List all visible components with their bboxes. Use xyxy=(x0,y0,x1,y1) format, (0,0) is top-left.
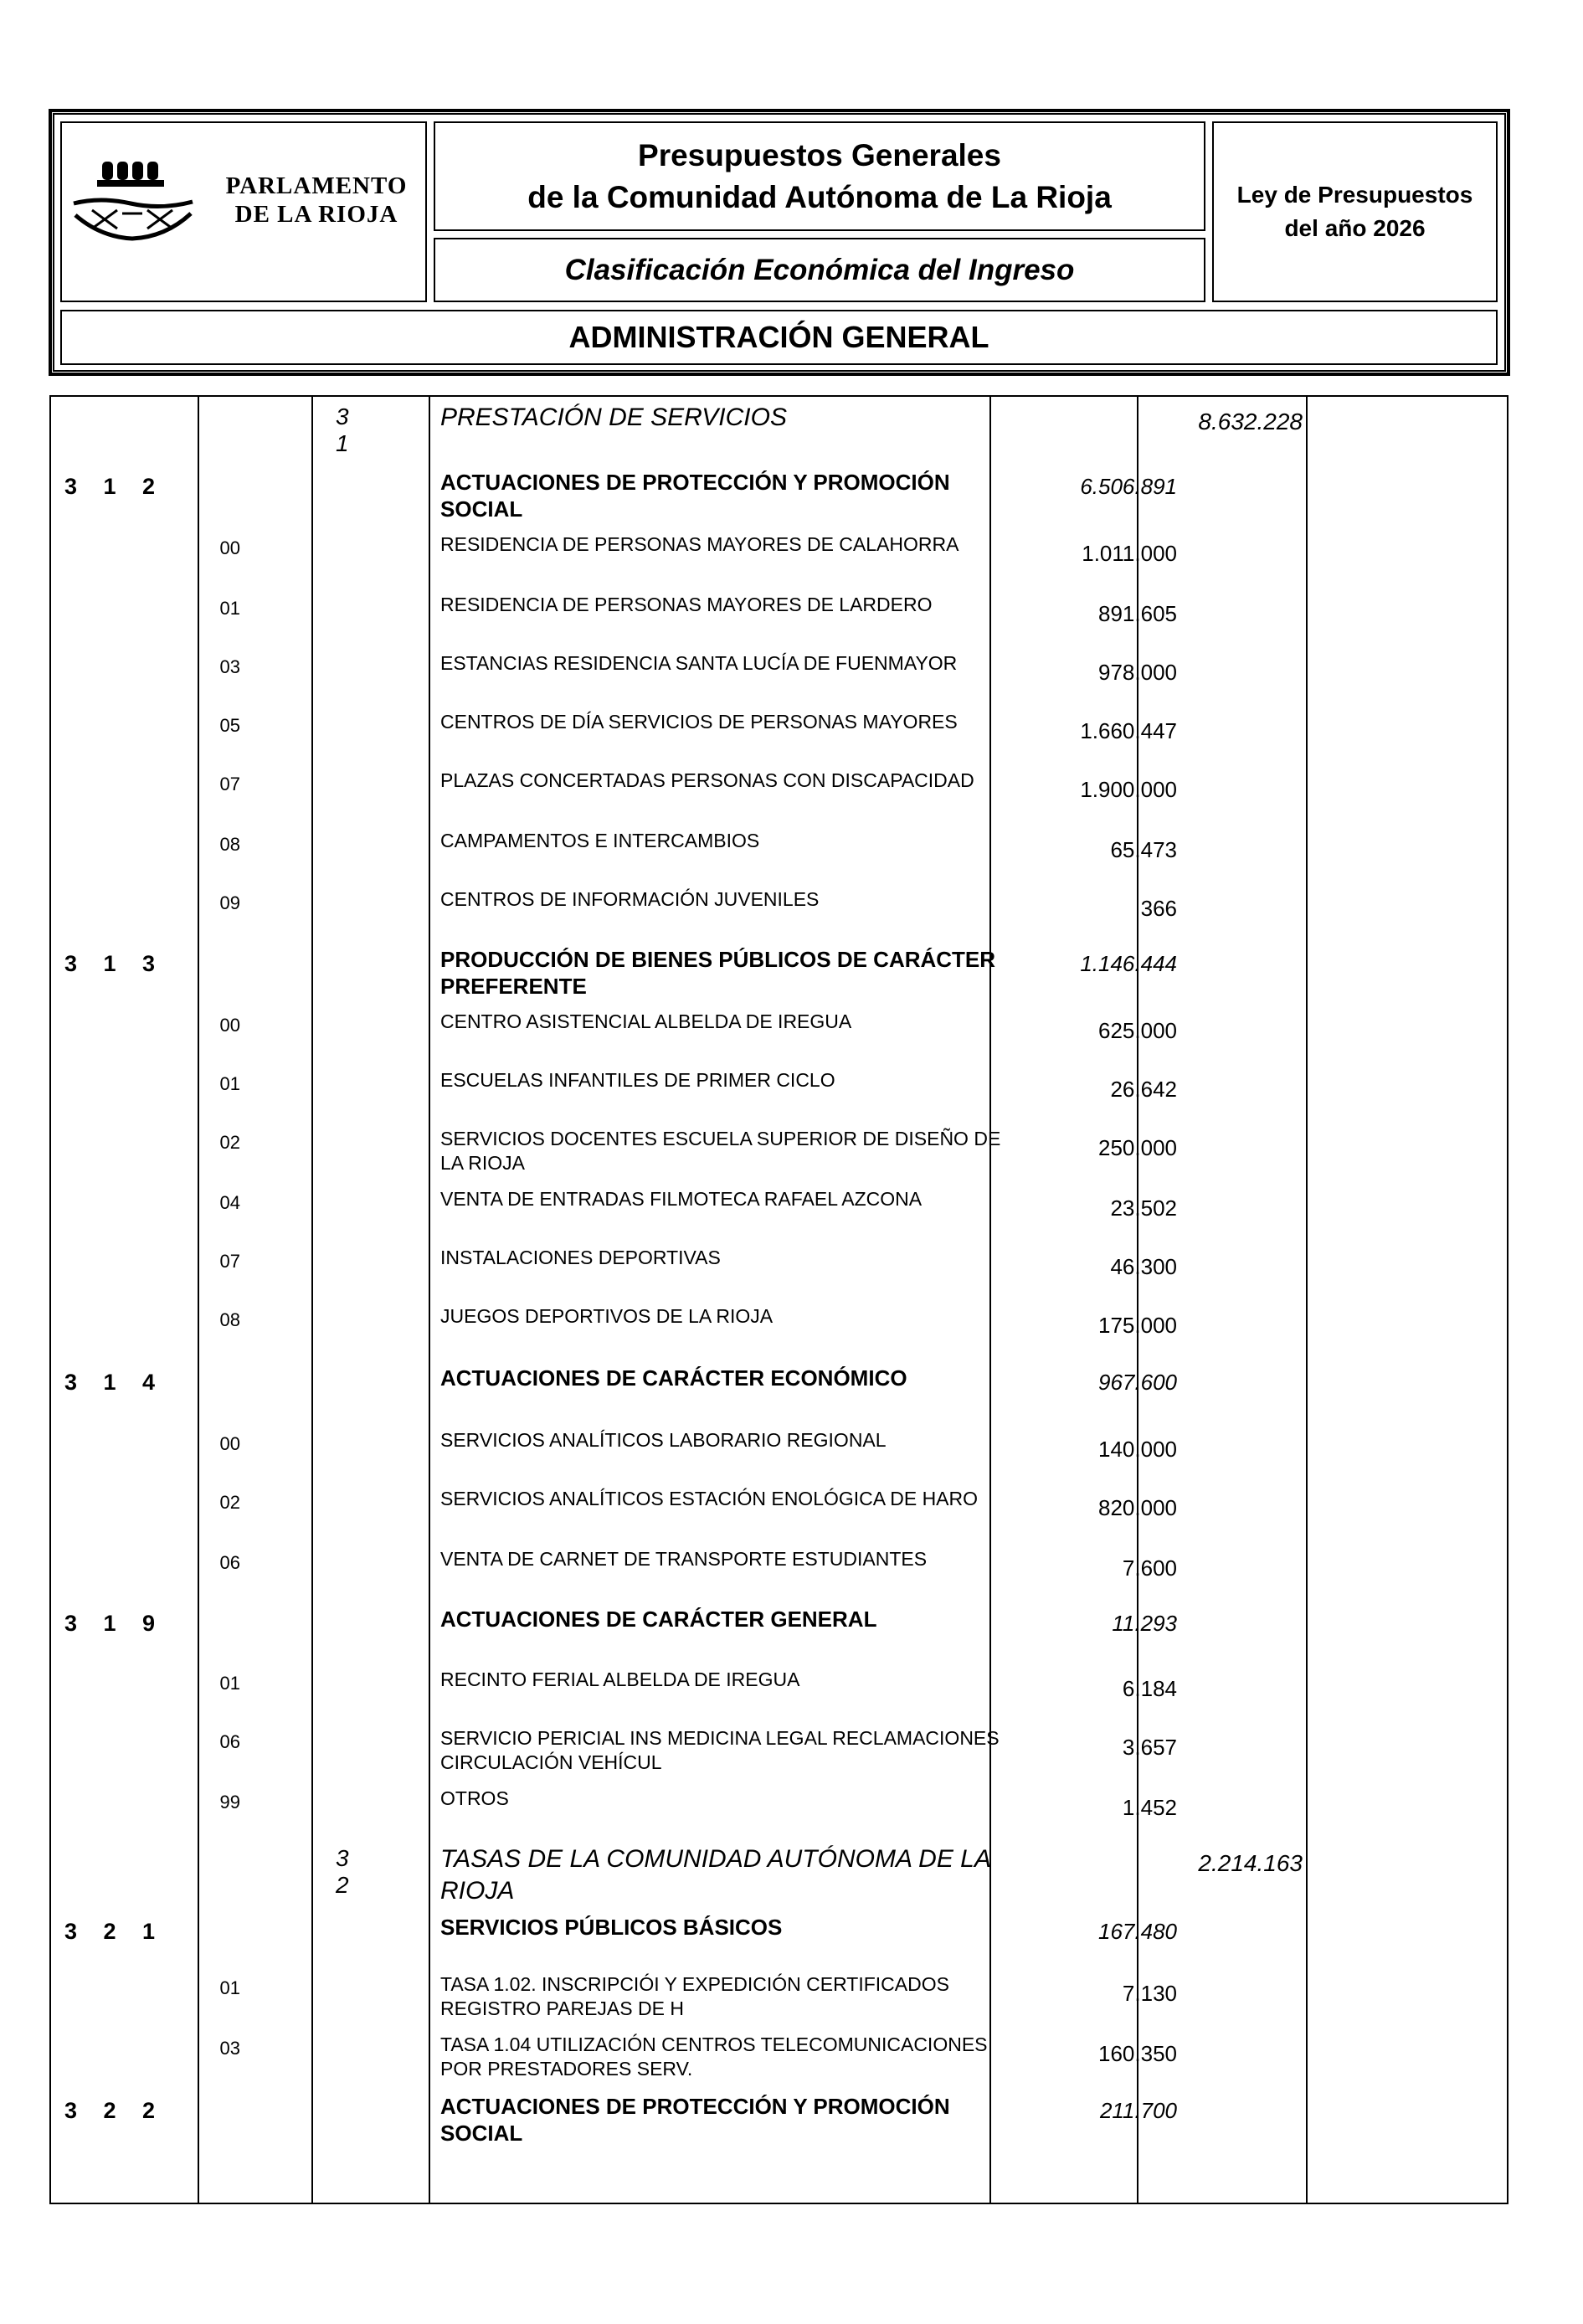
subconcept-code: 99 xyxy=(219,1792,240,1812)
section-box xyxy=(60,310,1498,365)
concept-description: CAMPAMENTOS E INTERCAMBIOS xyxy=(440,830,760,851)
amount: 6.506.891 xyxy=(1080,474,1177,499)
subconcept-code: 01 xyxy=(219,1977,240,1998)
column-divider xyxy=(429,395,430,2204)
amount: 167.480 xyxy=(1098,1919,1177,1944)
org-line-2: DE LA RIOJA xyxy=(234,201,398,228)
subconcept-code: 09 xyxy=(219,892,240,913)
chapter-total: 8.632.228 xyxy=(1198,409,1303,434)
title-line-1: Presupuestos Generales xyxy=(638,137,1001,172)
concept-description: CENTRO ASISTENCIAL ALBELDA DE IREGUA xyxy=(440,1010,852,1032)
subtitle-box xyxy=(434,238,1205,302)
chapter-code: 3 1 xyxy=(336,404,391,456)
amount: 1.900.000 xyxy=(1080,777,1177,802)
concept-description: SERVICIO PERICIAL INS MEDICINA LEGAL RECLAMACIONES CIRCULACIÓN VEHÍCUL xyxy=(440,1727,1000,1773)
article-description: ACTUACIONES DE PROTECCIÓN Y PROMOCIÓN SOCIAL xyxy=(440,470,950,522)
chapter-description: TASAS DE LA COMUNIDAD AUTÓNOMA DE LA RIOJA xyxy=(440,1845,990,1905)
amount: 46.300 xyxy=(1110,1254,1177,1279)
article-code: 3 2 1 xyxy=(64,1919,166,1944)
concept-description: JUEGOS DEPORTIVOS DE LA RIOJA xyxy=(440,1305,774,1327)
concept-description: INSTALACIONES DEPORTIVAS xyxy=(440,1247,721,1268)
title-box xyxy=(434,121,1205,231)
column-divider xyxy=(311,395,313,2204)
concept-description: SERVICIOS ANALÍTICOS LABORARIO REGIONAL xyxy=(440,1429,887,1451)
article-description: PRODUCCIÓN DE BIENES PÚBLICOS DE CARÁCTER PREFERENTE xyxy=(440,947,996,999)
subconcept-code: 06 xyxy=(219,1552,240,1573)
amount: 625.000 xyxy=(1098,1018,1177,1043)
chapter-total: 2.214.163 xyxy=(1198,1850,1303,1876)
amount: 967.600 xyxy=(1098,1370,1177,1395)
article-description: ACTUACIONES DE CARÁCTER GENERAL xyxy=(440,1607,877,1632)
amount: 175.000 xyxy=(1098,1313,1177,1338)
amount: 820.000 xyxy=(1098,1495,1177,1520)
article-code: 3 1 4 xyxy=(64,1370,166,1395)
amount: 891.605 xyxy=(1098,601,1177,626)
title-line-2: de la Comunidad Autónoma de La Rioja xyxy=(527,179,1112,214)
article-code: 3 2 2 xyxy=(64,2098,166,2123)
subconcept-code: 07 xyxy=(219,774,240,794)
amount: 1.660.447 xyxy=(1080,718,1177,743)
amount: 7.600 xyxy=(1122,1555,1177,1581)
concept-description: ESCUELAS INFANTILES DE PRIMER CICLO xyxy=(440,1069,835,1091)
article-code: 3 1 3 xyxy=(64,951,166,976)
concept-description: RECINTO FERIAL ALBELDA DE IREGUA xyxy=(440,1668,800,1690)
amount: 3.657 xyxy=(1122,1735,1177,1760)
subtitle: Clasificación Económica del Ingreso xyxy=(564,253,1075,286)
subconcept-code: 05 xyxy=(219,715,240,736)
amount: 1.146.444 xyxy=(1080,951,1177,976)
article-code: 3 1 9 xyxy=(64,1611,166,1636)
subconcept-code: 01 xyxy=(219,1073,240,1094)
amount: 11.293 xyxy=(1112,1611,1177,1636)
amount: 250.000 xyxy=(1098,1135,1177,1160)
amount: 160.350 xyxy=(1098,2041,1177,2066)
amount: 978.000 xyxy=(1098,660,1177,685)
article-description: ACTUACIONES DE CARÁCTER ECONÓMICO xyxy=(440,1365,907,1391)
amount: 26.642 xyxy=(1110,1077,1177,1102)
subconcept-code: 04 xyxy=(219,1192,240,1213)
subconcept-code: 03 xyxy=(219,2038,240,2059)
chapter-code: 3 2 xyxy=(336,1845,391,1898)
subconcept-code: 00 xyxy=(219,1433,240,1454)
section-title: ADMINISTRACIÓN GENERAL xyxy=(568,320,989,354)
ley-box xyxy=(1212,121,1498,302)
subconcept-code: 02 xyxy=(219,1132,240,1153)
article-description: SERVICIOS PÚBLICOS BÁSICOS xyxy=(440,1915,783,1940)
concept-description: ESTANCIAS RESIDENCIA SANTA LUCÍA DE FUENMAYOR xyxy=(440,652,958,674)
amount: 366 xyxy=(1140,896,1177,921)
concept-description: OTROS xyxy=(440,1787,509,1809)
concept-description: TASA 1.02. INSCRIPCIÓI Y EXPEDICIÓN CERTIFICADOS REGISTRO PAREJAS DE H xyxy=(440,1973,949,2019)
concept-description: CENTROS DE DÍA SERVICIOS DE PERSONAS MAYORES xyxy=(440,711,958,733)
amount: 1.011.000 xyxy=(1082,541,1177,566)
ley-line-1: Ley de Presupuestos xyxy=(1236,182,1473,208)
concept-description: CENTROS DE INFORMACIÓN JUVENILES xyxy=(440,888,820,910)
concept-description: VENTA DE ENTRADAS FILMOTECA RAFAEL AZCONA xyxy=(440,1188,923,1210)
amount: 65.473 xyxy=(1110,837,1177,862)
amount: 23.502 xyxy=(1110,1195,1177,1221)
concept-description: RESIDENCIA DE PERSONAS MAYORES DE CALAHORRA xyxy=(440,533,959,555)
amount: 7.130 xyxy=(1122,1981,1177,2006)
article-description: ACTUACIONES DE PROTECCIÓN Y PROMOCIÓN SOCIAL xyxy=(440,2094,950,2146)
concept-description: SERVICIOS ANALÍTICOS ESTACIÓN ENOLÓGICA DE HARO xyxy=(440,1488,979,1509)
subconcept-code: 07 xyxy=(219,1251,240,1272)
article-code: 3 1 2 xyxy=(64,474,166,499)
amount: 140.000 xyxy=(1098,1437,1177,1462)
subconcept-code: 06 xyxy=(219,1731,240,1752)
subconcept-code: 03 xyxy=(219,656,240,677)
subconcept-code: 00 xyxy=(219,1015,240,1036)
concept-description: PLAZAS CONCERTADAS PERSONAS CON DISCAPACIDAD xyxy=(440,769,974,791)
subconcept-code: 08 xyxy=(219,834,240,855)
concept-description: SERVICIOS DOCENTES ESCUELA SUPERIOR DE DISEÑO DE LA RIOJA xyxy=(440,1128,1001,1174)
parliament-emblem-icon xyxy=(67,155,201,255)
subconcept-code: 01 xyxy=(219,1673,240,1694)
amount: 6.184 xyxy=(1122,1676,1177,1701)
chapter-description: PRESTACIÓN DE SERVICIOS xyxy=(440,404,787,431)
column-divider xyxy=(1306,395,1308,2204)
subconcept-code: 08 xyxy=(219,1309,240,1330)
org-name xyxy=(216,172,417,229)
subconcept-code: 01 xyxy=(219,598,240,619)
concept-description: TASA 1.04 UTILIZACIÓN CENTROS TELECOMUNICACIONES POR PRESTADORES SERV. xyxy=(440,2034,988,2080)
concept-description: VENTA DE CARNET DE TRANSPORTE ESTUDIANTES xyxy=(440,1548,928,1570)
amount: 1.452 xyxy=(1122,1795,1177,1820)
subconcept-code: 02 xyxy=(219,1492,240,1513)
ley-line-2: del año 2026 xyxy=(1284,215,1426,241)
subconcept-code: 00 xyxy=(219,537,240,558)
amount: 211.700 xyxy=(1099,2098,1177,2123)
concept-description: RESIDENCIA DE PERSONAS MAYORES DE LARDERO xyxy=(440,594,933,615)
org-line-1: PARLAMENTO xyxy=(225,172,408,199)
